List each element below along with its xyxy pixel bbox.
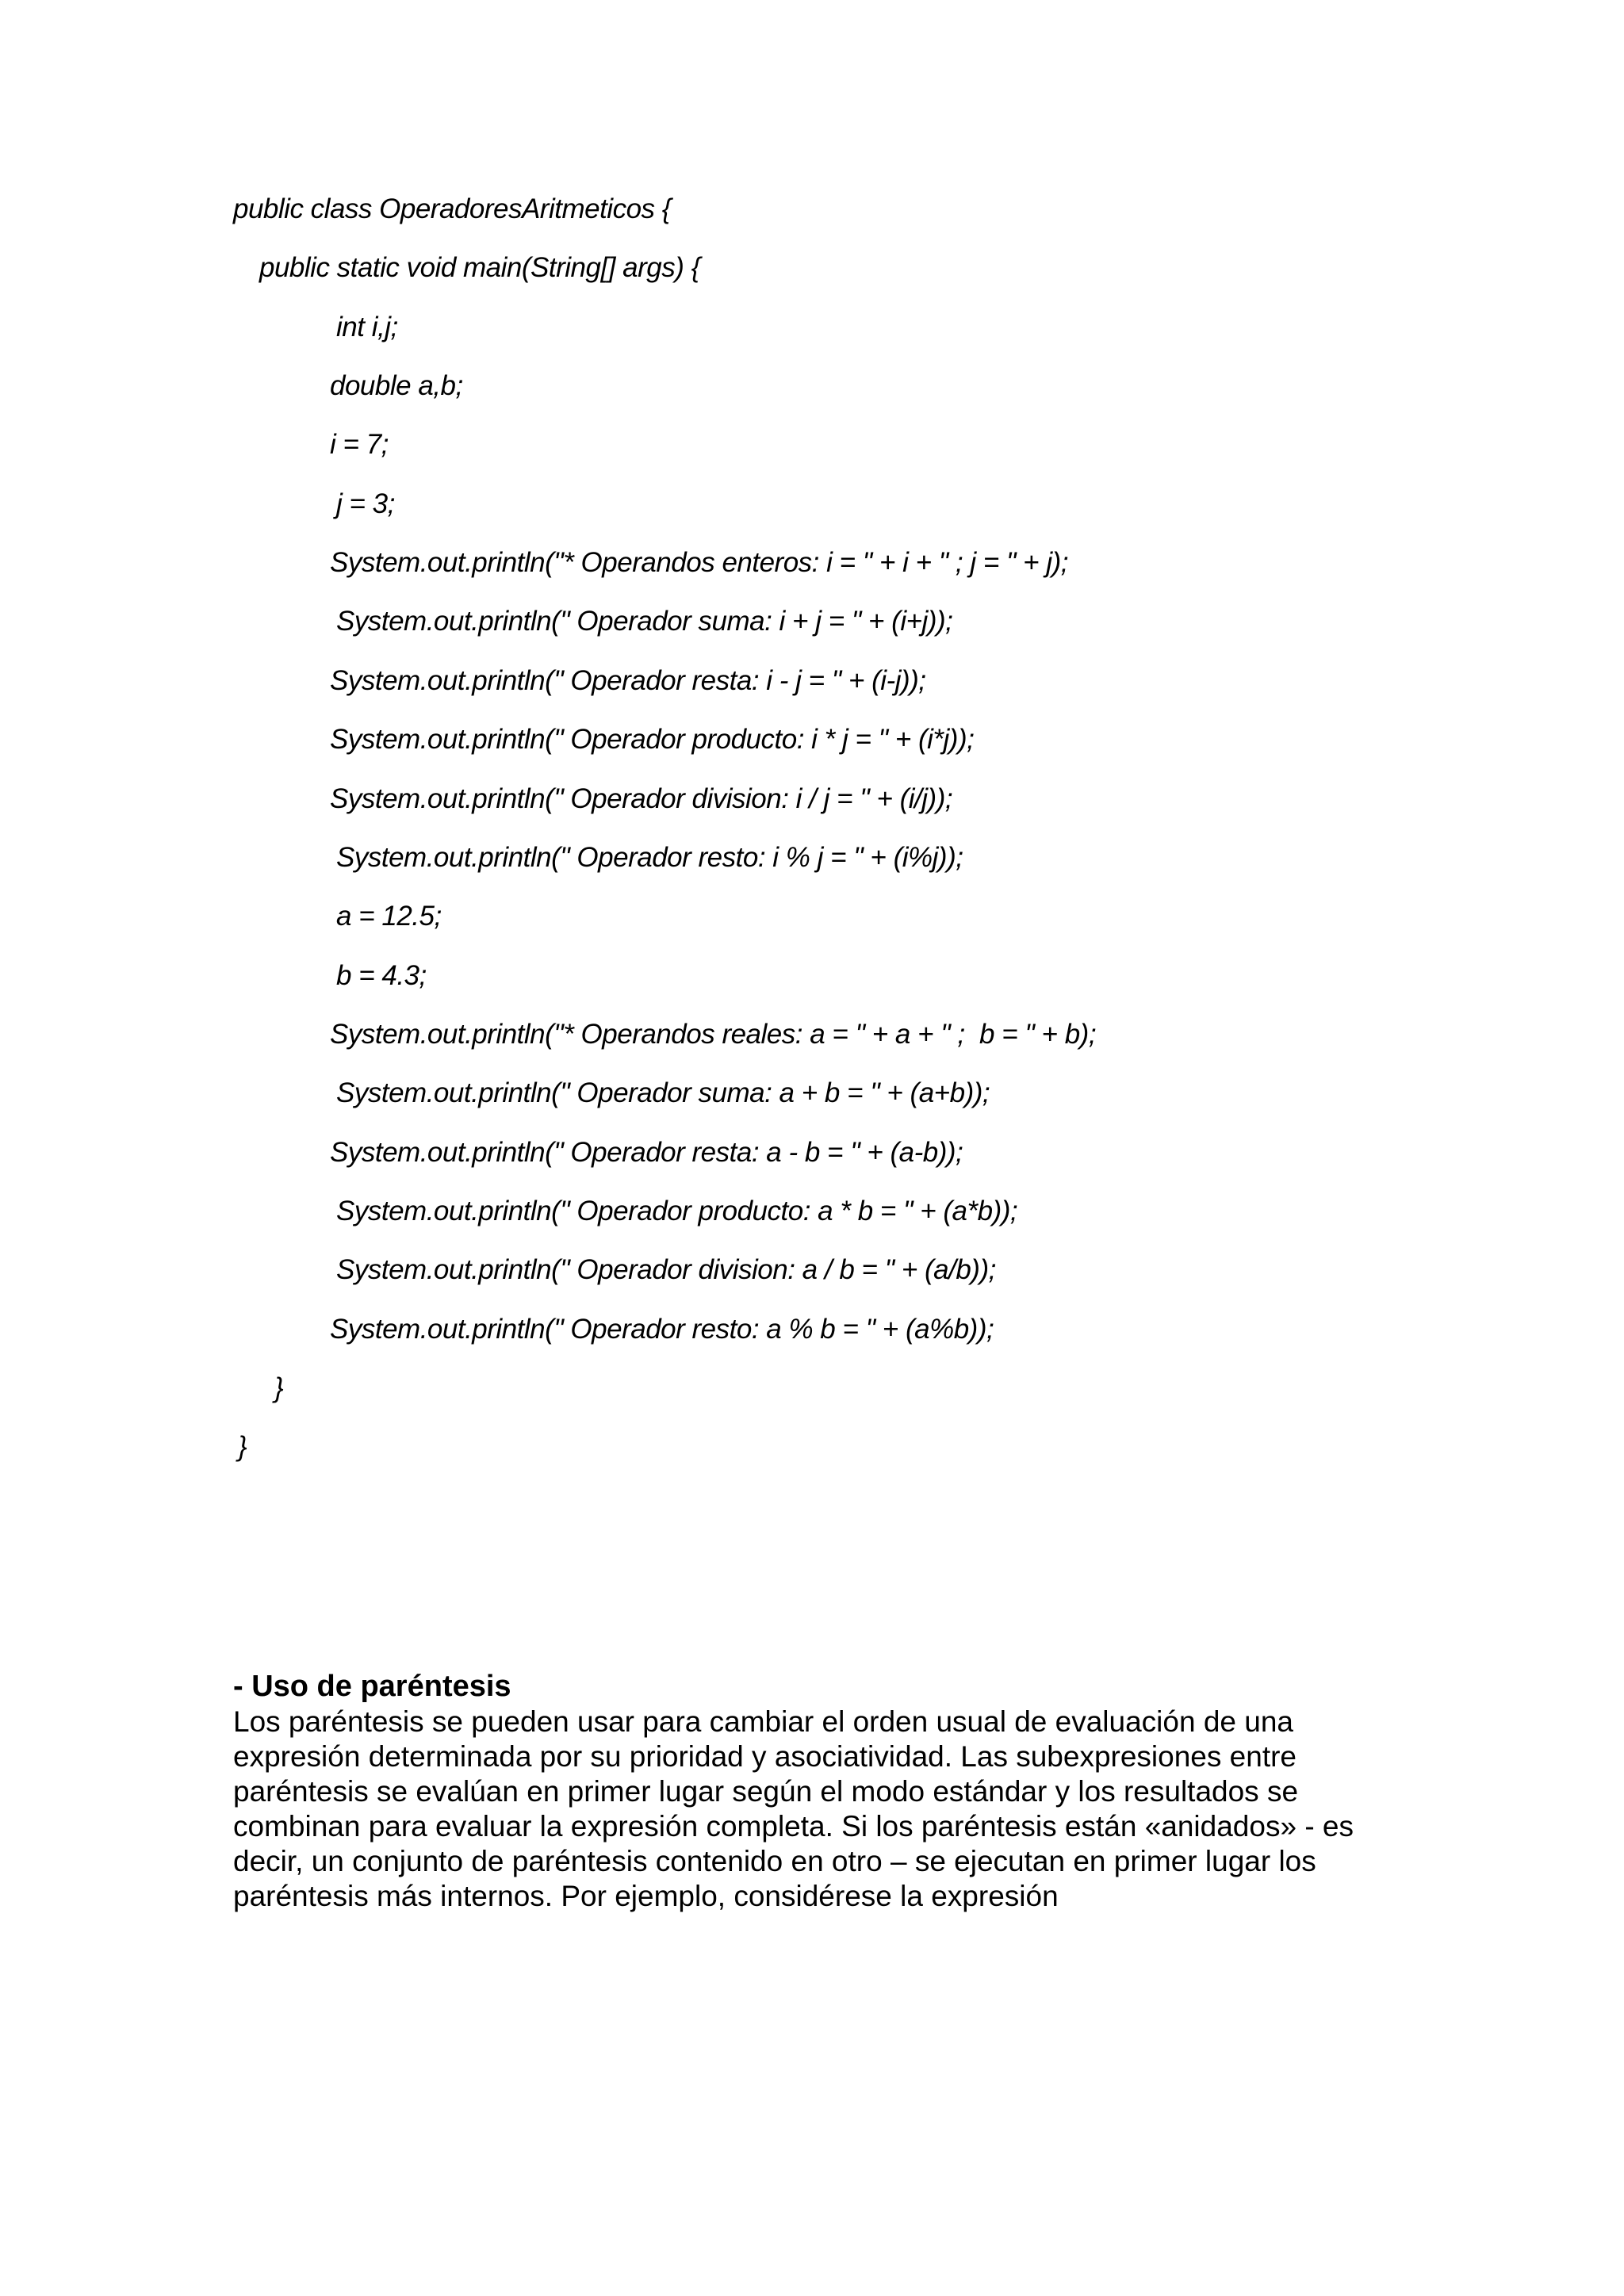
paragraph-line: expresión determinada por su prioridad y asociatividad. Las subexpresiones entre <box>233 1740 1297 1773</box>
code-line-print-int-mul: System.out.println(" Operador producto: i * j = " + (i*j)); <box>330 724 975 755</box>
paragraph-line: combinan para evaluar la expresión completa. Si los paréntesis están «anidados» - es <box>233 1810 1354 1843</box>
code-line-assign-b: b = 4.3; <box>336 960 427 991</box>
code-line-print-real-div: System.out.println(" Operador division: a / b = " + (a/b)); <box>336 1254 996 1285</box>
paragraph-line: decir, un conjunto de paréntesis contenido en otro – se ejecutan en primer lugar los <box>233 1845 1316 1877</box>
paragraph-line: paréntesis más internos. Por ejemplo, considérese la expresión <box>233 1880 1059 1912</box>
code-line-print-int-sub: System.out.println(" Operador resta: i - j = " + (i-j)); <box>330 665 926 696</box>
paragraph-line: paréntesis se evalúan en primer lugar según el modo estándar y los resultados se <box>233 1775 1299 1808</box>
code-line-class-declaration: public class OperadoresAritmeticos { <box>233 193 671 224</box>
code-line-print-real-operands: System.out.println("* Operandos reales: a = " + a + " ; b = " + b); <box>330 1019 1097 1050</box>
code-line-close-class: } <box>238 1431 247 1462</box>
code-line-print-int-mod: System.out.println(" Operador resto: i % j = " + (i%j)); <box>336 842 963 873</box>
code-line-assign-a: a = 12.5; <box>336 901 442 932</box>
code-line-print-real-mul: System.out.println(" Operador producto: a * b = " + (a*b)); <box>336 1196 1018 1226</box>
code-line-double-declaration: double a,b; <box>330 370 463 401</box>
code-line-print-int-operands: System.out.println("* Operandos enteros: i = " + i + " ; j = " + j); <box>330 547 1068 578</box>
code-line-print-real-sub: System.out.println(" Operador resta: a - b = " + (a-b)); <box>330 1137 963 1168</box>
paragraph-line: Los paréntesis se pueden usar para cambiar el orden usual de evaluación de una <box>233 1705 1294 1738</box>
code-line-print-int-sum: System.out.println(" Operador suma: i + j = " + (i+j)); <box>336 606 953 637</box>
code-line-close-method: } <box>274 1372 284 1403</box>
code-line-assign-j: j = 3; <box>336 488 395 519</box>
code-line-print-real-sum: System.out.println(" Operador suma: a + b = " + (a+b)); <box>336 1077 990 1108</box>
code-line-print-real-mod: System.out.println(" Operador resto: a % b = " + (a%b)); <box>330 1314 994 1345</box>
code-line-assign-i: i = 7; <box>330 429 389 460</box>
code-line-print-int-div: System.out.println(" Operador division: i / j = " + (i/j)); <box>330 783 953 814</box>
code-line-main-declaration: public static void main(String[] args) { <box>259 252 700 283</box>
section-heading: - Uso de paréntesis <box>233 1670 511 1703</box>
code-line-int-declaration: int i,j; <box>336 312 398 342</box>
